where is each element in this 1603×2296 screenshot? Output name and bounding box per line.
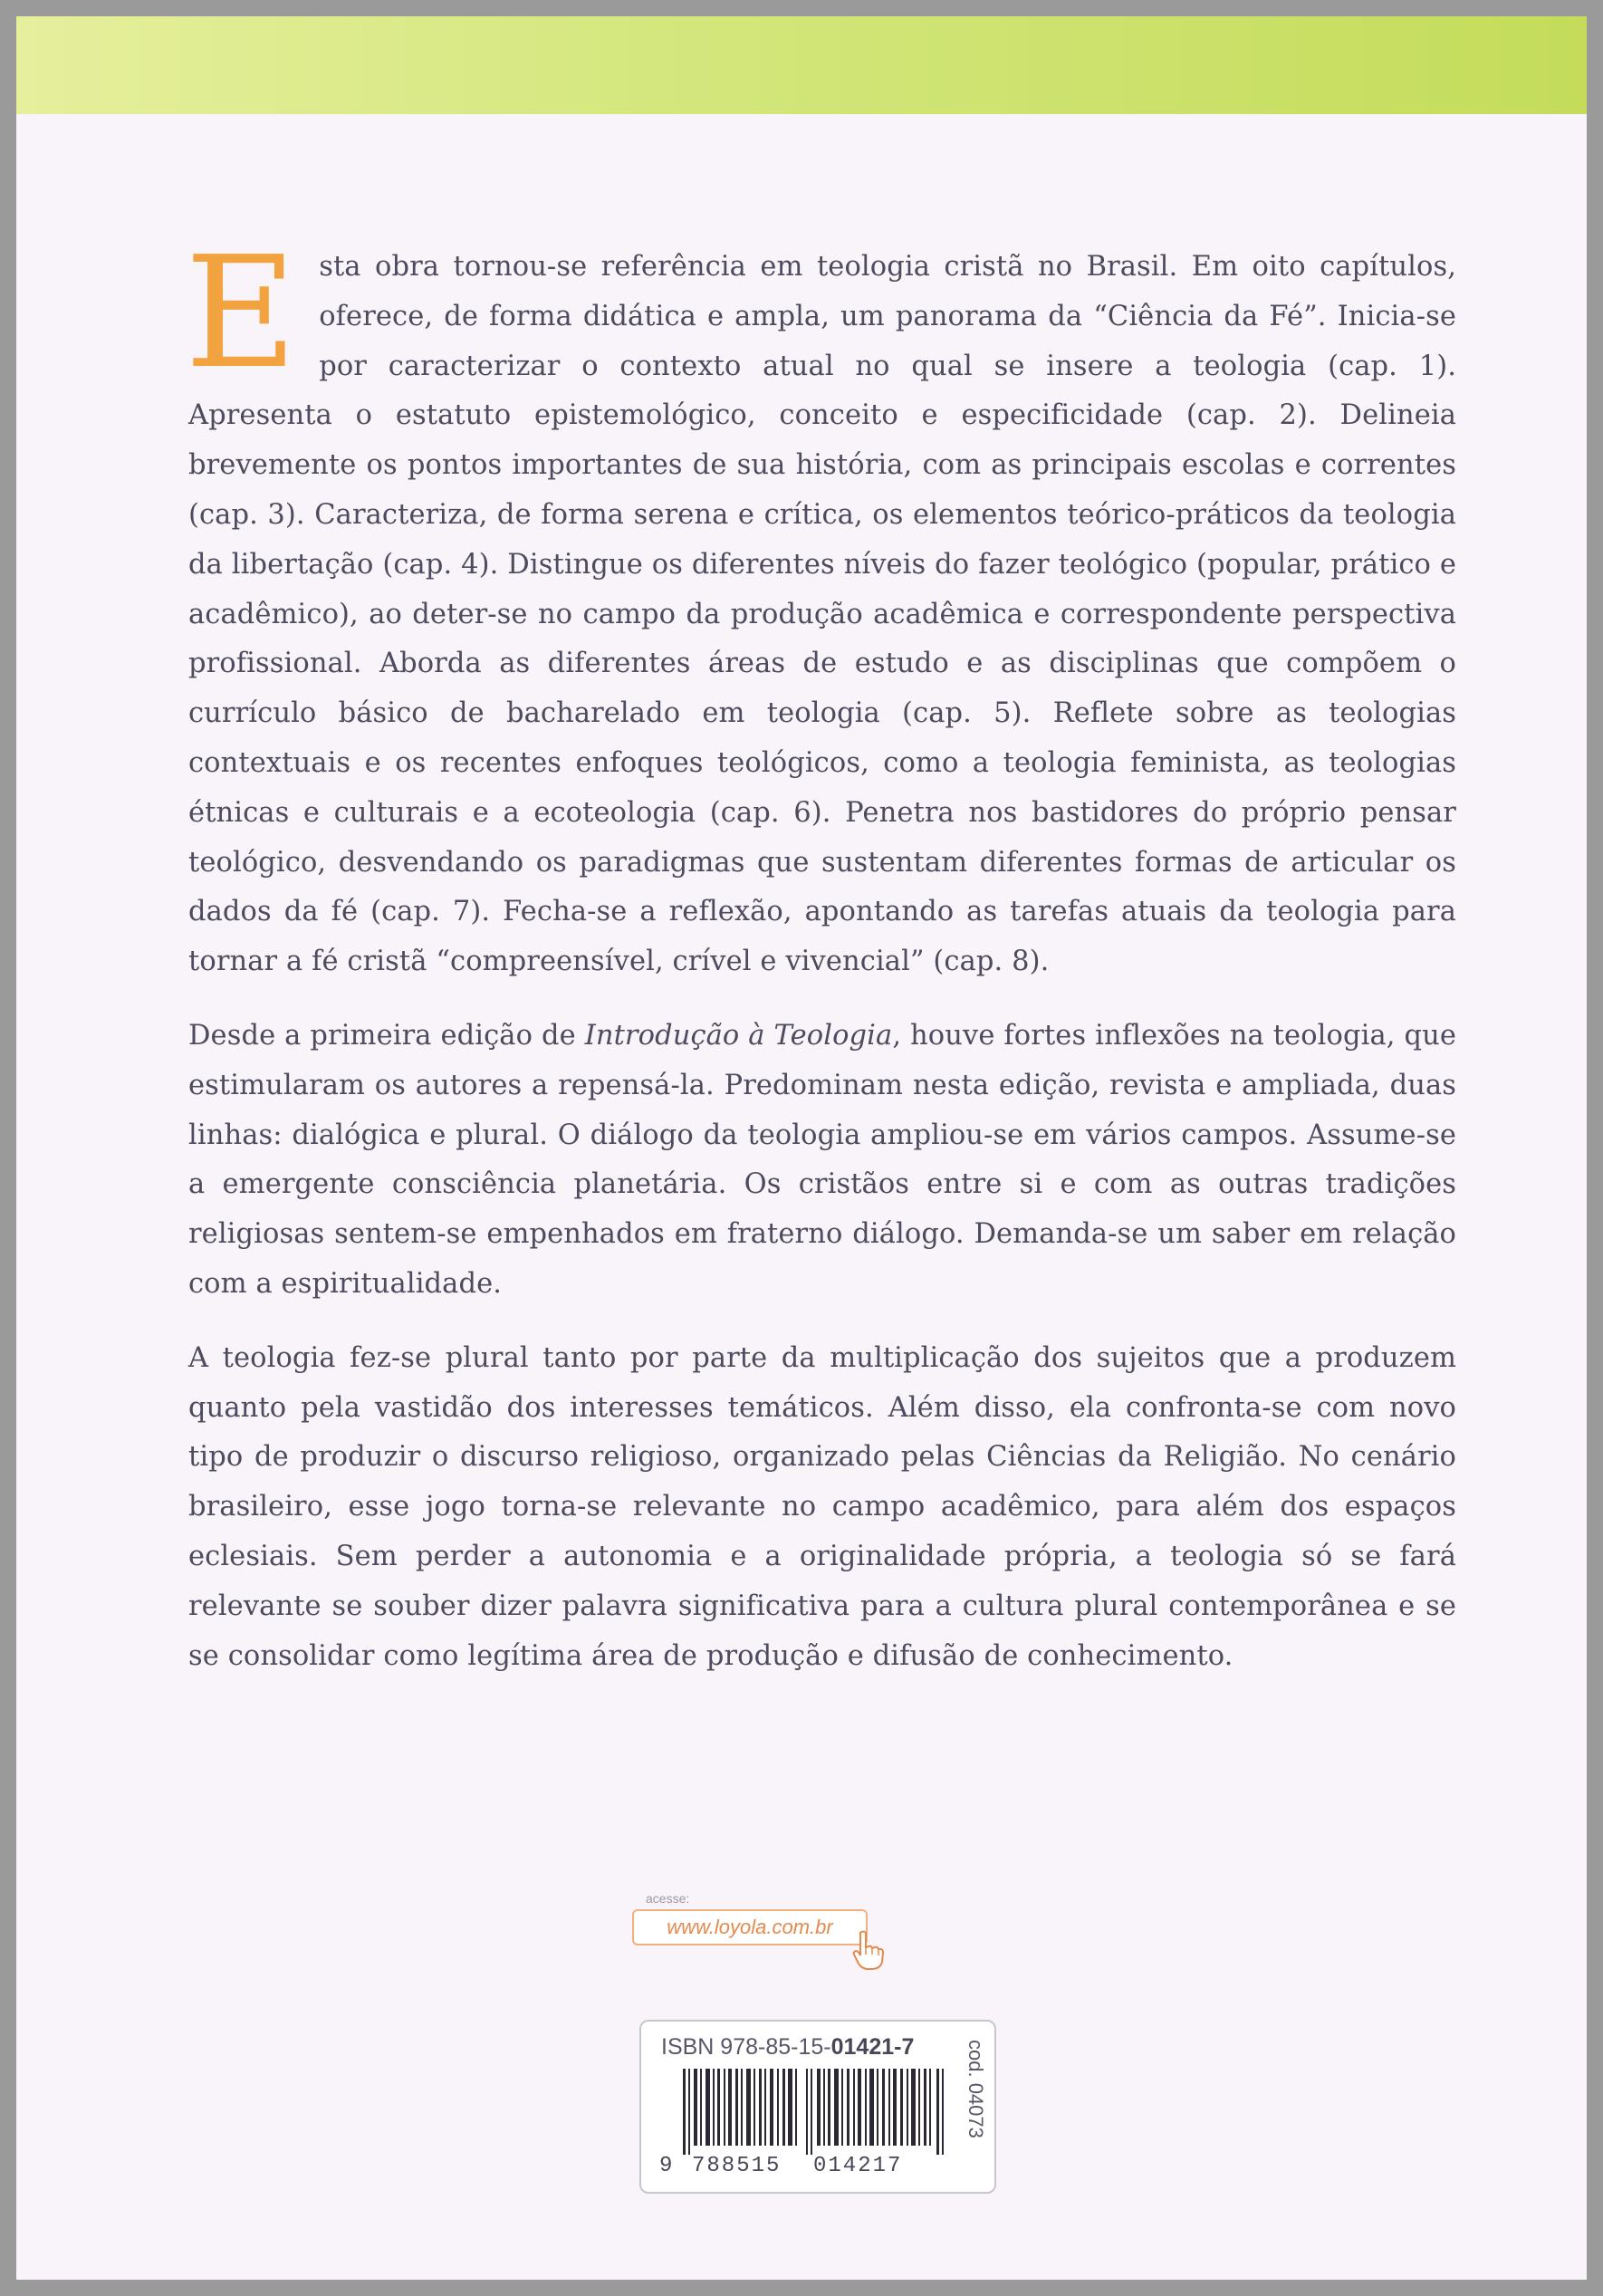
acesse-label: acesse: xyxy=(646,1891,690,1906)
back-cover xyxy=(16,16,1587,2280)
footer xyxy=(16,1873,1587,2280)
paragraph-3: A teologia fez-se plural tanto por parte da multiplicação dos sujeitos que a produzem quanto pela vastidão dos interesses temáticos. Além disso, ela confronta-se com novo tipo de produzir o discurso religioso, organizado pelas Ciências da Religião. No cenário brasileiro, esse jogo torna-se relevante no campo acadêmico, para além dos espaços eclesiais. Sem perder a autonomia e a originalidade própria, a teologia só se fará relevante se souber dizer palavra significativa para a cultura plural contemporânea e se se consolidar como legítima área de produção e difusão de conhecimento. xyxy=(188,1341,1456,1672)
website-link[interactable]: www.loyola.com.br xyxy=(632,1909,868,1945)
barcode-group-2: 014217 xyxy=(813,2154,903,2178)
barcode-digits xyxy=(659,2154,949,2181)
synopsis-text xyxy=(185,224,1456,1705)
barcode xyxy=(683,2069,945,2155)
isbn: ISBN 978-85-15-01421-7 xyxy=(661,2034,915,2060)
book-title: Introdução à Teologia xyxy=(584,1019,893,1052)
barcode-lead-digit: 9 xyxy=(659,2154,673,2178)
product-code: cod. 04073 xyxy=(965,2040,987,2138)
pointing-hand-icon xyxy=(849,1929,886,1971)
paragraph-2 xyxy=(188,1012,1456,1310)
barcode-panel xyxy=(639,2020,996,2194)
paragraph-2-lead: Desde a primeira edição de xyxy=(188,1019,585,1052)
paragraph-2-text: , houve fortes inflexões na teologia, que estimularam os autores a repensá-la. Predominam nesta edição, revista e ampliada, duas linhas: dialógica e plural. O diálogo da teologia ampliou-se em vários campos. Assume-se a emergente consciência planetária. Os cristãos entre si e com as outras tradições religiosas sentem-se empenhados em fraterno diálogo. Demanda-se um saber em relação com a espiritualidade. xyxy=(188,1019,1456,1300)
paragraph-1 xyxy=(185,224,1456,987)
top-color-band xyxy=(16,16,1587,114)
drop-cap: E xyxy=(185,224,298,403)
paragraph-1-text: sta obra tornou-se referência em teologia cristã no Brasil. Em oito capítulos, oferece, de forma didática e ampla, um panorama da “Ciência da Fé”. Inicia-se por caracterizar o contexto atual no qual se insere a teologia (cap. 1). Apresenta o estatuto epistemológico, conceito e especificidade (cap. 2). Delineia brevemente os pontos importantes de sua história, com as principais escolas e correntes (cap. 3). Caracteriza, de forma serena e crítica, os elementos teórico-práticos da teologia da libertação (cap. 4). Distingue os diferentes níveis do fazer teológico (popular, prático e acadêmico), ao deter-se no campo da produção acadêmica e correspondente perspectiva profissional. Aborda as diferentes áreas de estudo e as disciplinas que compõem o currículo básico de bacharelado em teologia (cap. 5). Reflete sobre as teologias contextuais e os recentes enfoques teológicos, como a teologia feminista, as teologias étnicas e culturais e a ecoteologia (cap. 6). Penetra nos bastidores do próprio pensar teológico, desvendando os paradigmas que sustentam diferentes formas de articular os dados da fé (cap. 7). Fecha-se a reflexão, apontando as tarefas atuais da teologia para tornar a fé cristã “compreensível, crível e vivencial” (cap. 8). xyxy=(188,251,1456,978)
barcode-group-1: 788515 xyxy=(692,2154,782,2178)
